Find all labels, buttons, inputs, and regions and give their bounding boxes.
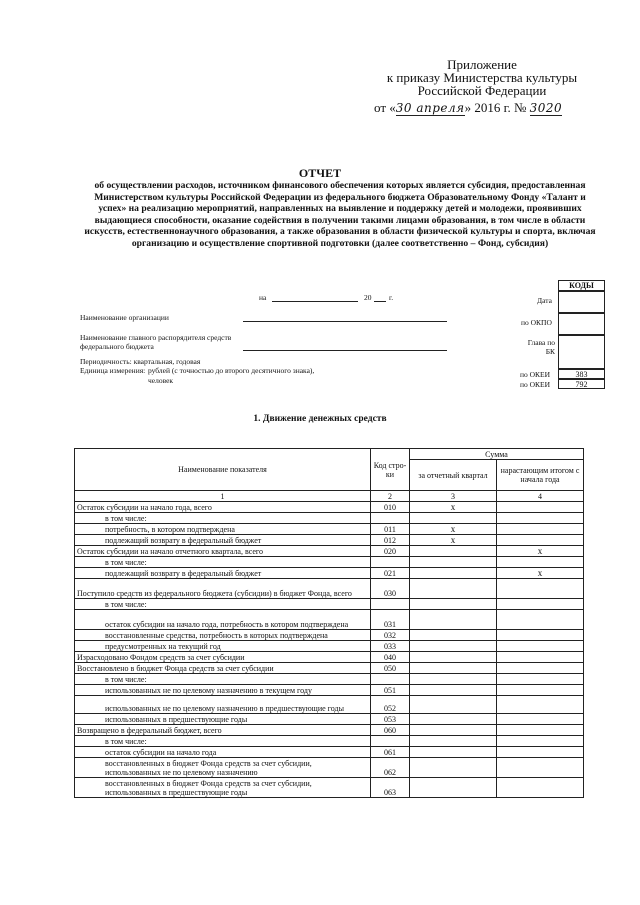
row-code: 031: [371, 610, 410, 630]
row-name: остаток субсидии на начало года, потребность в котором подтверждена: [75, 610, 371, 630]
row-name: в том числе:: [75, 674, 371, 685]
row-name: восстановленных в бюджет Фонда средств за счет субсидии, использованных в предшествующие годы: [75, 778, 371, 798]
row-cumulative-value[interactable]: [497, 747, 584, 758]
row-quarter-value[interactable]: [410, 725, 497, 736]
row-quarter-value[interactable]: x: [410, 502, 497, 513]
row-name: потребность, в котором подтверждена: [75, 524, 371, 535]
row-quarter-value[interactable]: [410, 610, 497, 630]
row-quarter-value[interactable]: [410, 696, 497, 714]
row-quarter-value[interactable]: [410, 546, 497, 557]
table-row: [75, 502, 584, 513]
row-name: в том числе:: [75, 736, 371, 747]
row-name: Остаток субсидии на начало года, всего: [75, 502, 371, 513]
row-quarter-value[interactable]: [410, 557, 497, 568]
row-cumulative-value[interactable]: [497, 652, 584, 663]
row-name: Восстановлено в бюджет Фонда средств за счет субсидии: [75, 663, 371, 674]
row-code: [371, 736, 410, 747]
date-year-number: 2016 г. №: [474, 100, 527, 115]
okei1-label: по ОКЕИ: [520, 370, 551, 379]
row-cumulative-value[interactable]: [497, 685, 584, 696]
row-code: 053: [371, 714, 410, 725]
table-row: [75, 513, 584, 524]
okei2-label: по ОКЕИ: [520, 380, 551, 389]
row-quarter-value[interactable]: [410, 714, 497, 725]
row-quarter-value[interactable]: [410, 747, 497, 758]
appendix-date-line: от «30 апреля» 2016 г. № 3020: [374, 100, 563, 115]
table-row: [75, 524, 584, 535]
row-name: остаток субсидии на начало года: [75, 747, 371, 758]
row-cumulative-value[interactable]: [497, 599, 584, 610]
okei1-code-box: 383: [558, 369, 605, 379]
row-quarter-value[interactable]: [410, 579, 497, 599]
row-quarter-value[interactable]: [410, 513, 497, 524]
report-title: ОТЧЕТ: [298, 166, 342, 180]
year-label: 20: [364, 293, 372, 302]
row-code: [371, 557, 410, 568]
row-cumulative-value[interactable]: [497, 579, 584, 599]
table-row: [75, 685, 584, 696]
row-code: [371, 599, 410, 610]
date-prefix: от «: [374, 100, 396, 115]
table-row: [75, 674, 584, 685]
row-name: подлежащий возврату в федеральный бюджет: [75, 535, 371, 546]
row-code: 033: [371, 641, 410, 652]
main-manager-field[interactable]: [243, 350, 447, 351]
money-movement-table: [74, 448, 584, 798]
table-row: [75, 557, 584, 568]
row-quarter-value[interactable]: x: [410, 524, 497, 535]
year-suffix: г.: [389, 293, 394, 302]
periodicity-label: Периодичность: квартальная, годовая: [80, 357, 201, 366]
table-row: [75, 568, 584, 579]
section-title: 1. Движение денежных средств: [253, 414, 387, 424]
row-name: восстановленные средства, потребность в которых подтверждена: [75, 630, 371, 641]
row-quarter-value[interactable]: [410, 778, 497, 798]
row-quarter-value[interactable]: [410, 674, 497, 685]
col-code-header: Код стро-ки: [371, 449, 410, 491]
org-name-label: Наименование организации: [80, 313, 169, 322]
on-label: на: [259, 293, 267, 302]
row-cumulative-value[interactable]: [497, 610, 584, 630]
row-quarter-value[interactable]: [410, 630, 497, 641]
appendix-order: к приказу Министерства культуры: [386, 70, 578, 85]
appendix-title: Приложение: [447, 57, 517, 72]
row-code: [371, 674, 410, 685]
row-name: Возвращено в федеральный бюджет, всего: [75, 725, 371, 736]
row-quarter-value[interactable]: [410, 568, 497, 579]
okei2-code-box: 792: [558, 379, 605, 389]
table-row: [75, 546, 584, 557]
order-number-handwritten: 3020: [529, 101, 563, 115]
row-cumulative-value[interactable]: [497, 696, 584, 714]
col-num-3: 3: [410, 491, 497, 502]
row-cumulative-value[interactable]: [497, 502, 584, 513]
row-cumulative-value[interactable]: [497, 663, 584, 674]
row-code: 012: [371, 535, 410, 546]
row-code: 032: [371, 630, 410, 641]
appendix-block: [382, 58, 582, 97]
row-name: в том числе:: [75, 599, 371, 610]
row-cumulative-value[interactable]: [497, 630, 584, 641]
row-name: использованных в предшествующие годы: [75, 714, 371, 725]
row-code: 050: [371, 663, 410, 674]
row-name: в том числе:: [75, 557, 371, 568]
main-manager-label: Наименование главного распорядителя средств федерального бюджета: [80, 333, 232, 351]
table-row: [75, 663, 584, 674]
unit-label: Единица измерения:: [80, 366, 146, 375]
row-code: 020: [371, 546, 410, 557]
row-cumulative-value[interactable]: [497, 535, 584, 546]
table-row: [75, 747, 584, 758]
row-cumulative-value[interactable]: [497, 524, 584, 535]
table-row: [75, 725, 584, 736]
col-quarter-header: за отчетный квартал: [410, 460, 497, 491]
codes-header: КОДЫ: [558, 280, 605, 291]
glava-code-box[interactable]: [558, 335, 605, 369]
row-quarter-value[interactable]: [410, 641, 497, 652]
row-cumulative-value[interactable]: [497, 714, 584, 725]
row-code: 063: [371, 778, 410, 798]
row-name: Остаток субсидии на начало отчетного квартала, всего: [75, 546, 371, 557]
row-cumulative-value[interactable]: [497, 641, 584, 652]
date-handwritten: 30 апреля: [395, 101, 465, 115]
row-quarter-value[interactable]: [410, 685, 497, 696]
row-name: предусмотренных на текущий год: [75, 641, 371, 652]
row-code: 040: [371, 652, 410, 663]
unit-value-rubles: рублей (с точностью до второго десятичного знака),: [148, 366, 315, 375]
row-cumulative-value[interactable]: [497, 758, 584, 778]
row-quarter-value[interactable]: [410, 736, 497, 747]
table-row: [75, 652, 584, 663]
table-row: [75, 696, 584, 714]
col-cumulative-header: нарастающим итогом с начала года: [497, 460, 584, 491]
row-code: 010: [371, 502, 410, 513]
table-row: [75, 535, 584, 546]
row-name: подлежащий возврату в федеральный бюджет: [75, 568, 371, 579]
row-code: 052: [371, 696, 410, 714]
row-code: 021: [371, 568, 410, 579]
col-num-4: 4: [497, 491, 584, 502]
row-name: Израсходовано Фондом средств за счет субсидии: [75, 652, 371, 663]
date-code-box[interactable]: [558, 291, 605, 313]
row-cumulative-value[interactable]: [497, 674, 584, 685]
col-name-header: Наименование показателя: [75, 449, 371, 491]
glava-label: Глава по БК: [527, 338, 555, 356]
okpo-label: по ОКПО: [521, 318, 552, 327]
table-row: [75, 714, 584, 725]
row-code: [371, 513, 410, 524]
row-cumulative-value[interactable]: x: [497, 568, 584, 579]
row-quarter-value[interactable]: [410, 663, 497, 674]
row-code: 011: [371, 524, 410, 535]
row-name: восстановленных в бюджет Фонда средств за счет субсидии, использованных не по целевому назначению: [75, 758, 371, 778]
table-row: [75, 579, 584, 599]
row-name: использованных не по целевому назначению в предшествующие годы: [75, 696, 371, 714]
row-quarter-value[interactable]: [410, 652, 497, 663]
table-row: [75, 599, 584, 610]
row-code: 030: [371, 579, 410, 599]
row-cumulative-value[interactable]: [497, 725, 584, 736]
table-row: [75, 630, 584, 641]
row-cumulative-value[interactable]: [497, 736, 584, 747]
appendix-ministry: Российской Федерации: [417, 83, 547, 98]
okpo-code-box[interactable]: [558, 313, 605, 335]
row-cumulative-value[interactable]: [497, 513, 584, 524]
org-name-field[interactable]: [243, 321, 447, 322]
row-quarter-value[interactable]: [410, 599, 497, 610]
table-row: [75, 758, 584, 778]
row-quarter-value[interactable]: x: [410, 535, 497, 546]
table-row: [75, 736, 584, 747]
row-name: в том числе:: [75, 513, 371, 524]
row-code: 062: [371, 758, 410, 778]
col-sum-header: Сумма: [410, 449, 584, 460]
row-quarter-value[interactable]: [410, 758, 497, 778]
date-label: Дата: [537, 296, 552, 305]
row-name: использованных не по целевому назначению в текущем году: [75, 685, 371, 696]
unit-value-people: человек: [148, 376, 174, 385]
table-row: [75, 641, 584, 652]
row-code: 051: [371, 685, 410, 696]
col-num-2: 2: [371, 491, 410, 502]
row-code: 060: [371, 725, 410, 736]
row-code: 061: [371, 747, 410, 758]
row-cumulative-value[interactable]: x: [497, 546, 584, 557]
col-num-1: 1: [75, 491, 371, 502]
row-cumulative-value[interactable]: [497, 778, 584, 798]
row-name: Поступило средств из федерального бюджета (субсидии) в бюджет Фонда, всего: [75, 579, 371, 599]
table-row: [75, 778, 584, 798]
table-row: [75, 610, 584, 630]
report-description: об осуществлении расходов, источником финансового обеспечения которых является субсидия, предоставленная Министерством культуры Российской Федерации из федерального бюджета Образовательному Фонду «Талант и успех» на реализацию мероприятий, направленных на выявление и поддержку детей и молодежи, проявивших выдающиеся способности, оказание содействия в получении такими лицами образования, в том числе в области искусств, естественнонаучного образования, а также образования в области физической культуры и спорта, включая организацию и осуществление спортивной подготовки (далее соответственно – Фонд, субсидия): [84, 180, 596, 249]
row-cumulative-value[interactable]: [497, 557, 584, 568]
